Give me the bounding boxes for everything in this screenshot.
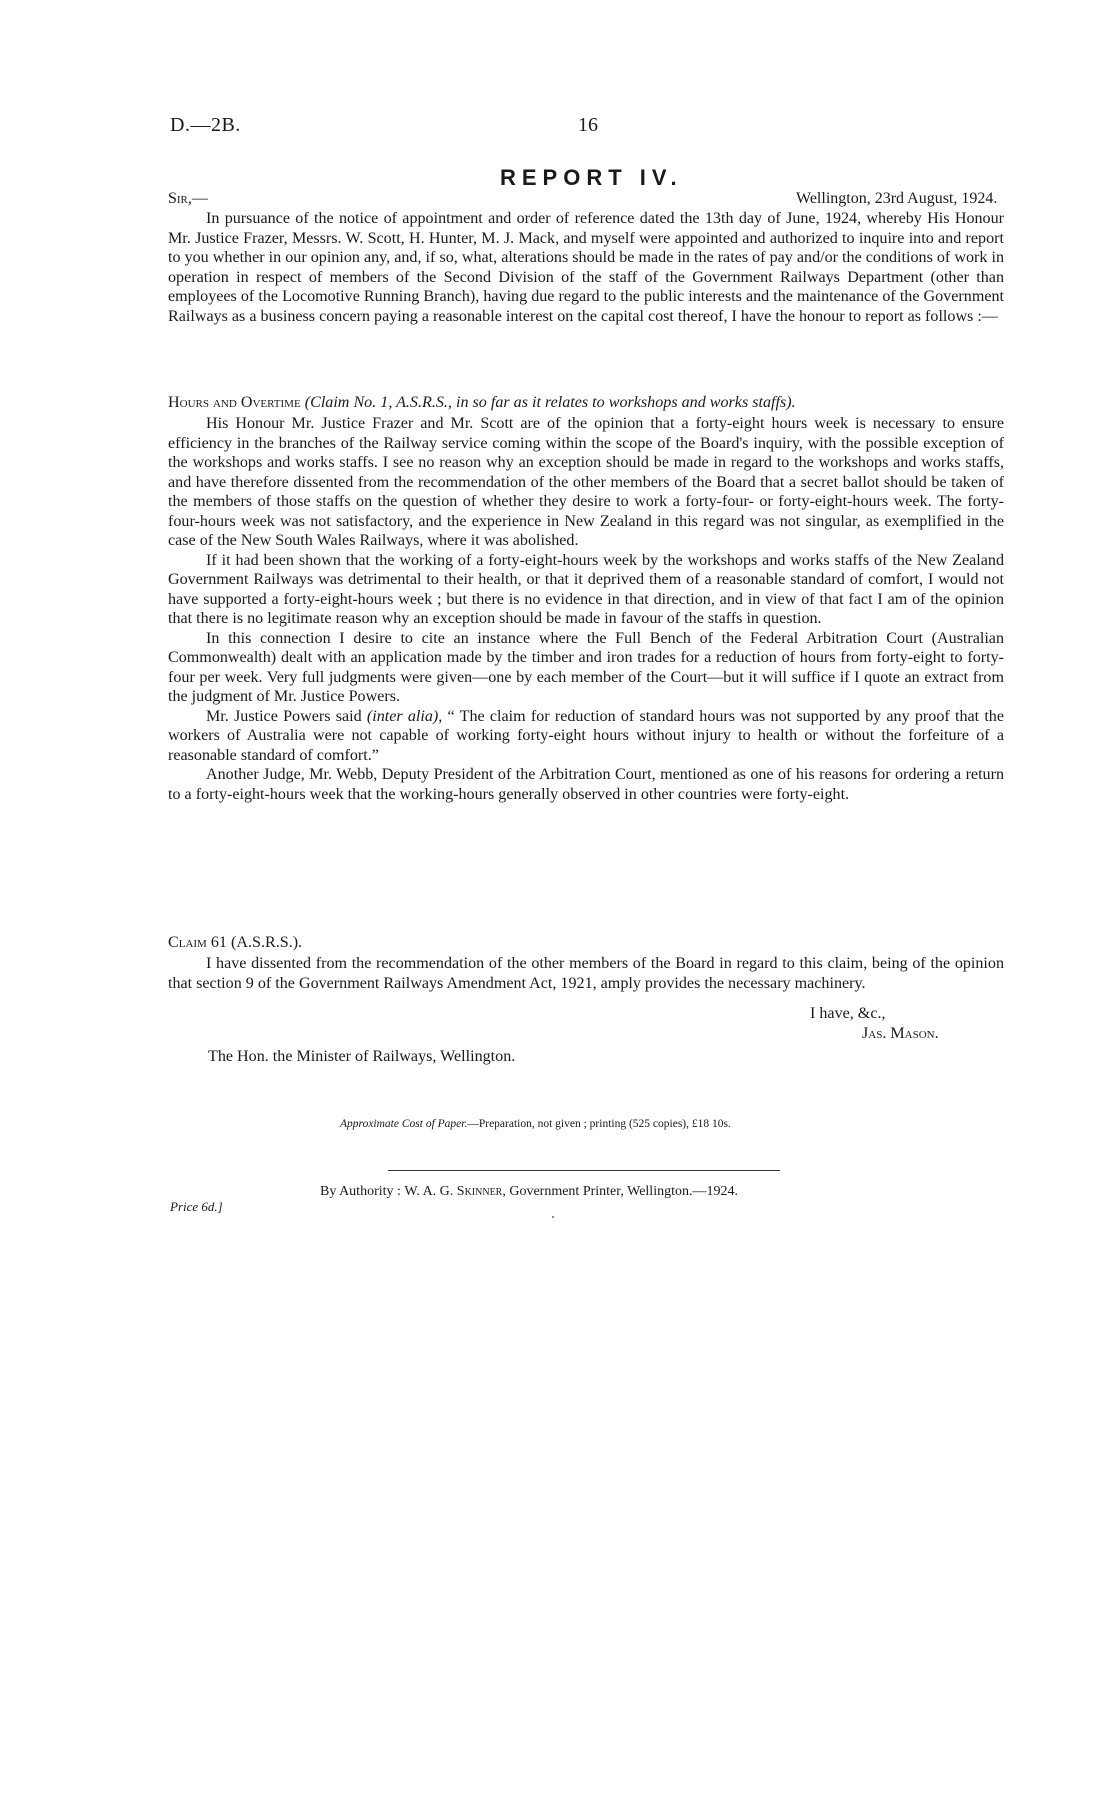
addressee: The Hon. the Minister of Railways, Wellington. xyxy=(208,1048,516,1065)
claim-section-heading xyxy=(168,934,1004,952)
signature-name: Jas. Mason. xyxy=(862,1025,939,1042)
printer-name: W. A. G. Skinner xyxy=(404,1184,503,1199)
webb-paragraph: Another Judge, Mr. Webb, Deputy President of the Arbitration Court, mentioned as one of his reasons for ordering a return to a forty-eight-hours week that the working-hours generally observed in other countries were forty-eight. xyxy=(168,766,1004,803)
printer-lead: By Authority : xyxy=(320,1184,405,1199)
place-date: Wellington, 23rd August, 1924. xyxy=(796,190,998,207)
report-title: REPORT IV. xyxy=(500,165,683,190)
signature-closing: I have, &c., xyxy=(810,1005,886,1022)
hours-paragraph: In this connection I desire to cite an instance where the Full Bench of the Federal Arbitration Court (Australian Commonwealth) dealt with an application made by the timber and iron trades for a reduction of hours from forty-eight to forty-four per week. Very full judgments were given—one by each member of the Court—but it will suffice if I quote an extract from the judgment of Mr. Justice Powers. xyxy=(168,629,1004,705)
powers-quote-lead: Mr. Justice Powers said xyxy=(206,707,367,725)
hours-heading-italic: (Claim No. 1, A.S.R.S., in so far as it relates to workshops and works staffs). xyxy=(304,394,796,411)
page-number: 16 xyxy=(578,114,598,136)
intro-paragraph: In pursuance of the notice of appointment and order of reference dated the 13th day of June, 1924, whereby His Honour Mr. Justice Frazer, Messrs. W. Scott, H. Hunter, M. J. Mack, and myself were appointed and authorized to inquire into and report to you whether in our opinion any, and, if so, what, alterations should be made in the rates of pay and/or the conditions of work in operation in respect of members of the Second Division of the staff of the Government Railways Department (other than employees of the Locomotive Running Branch), having due regard to the public interests and the maintenance of the Government Railways as a business concern paying a reasonable interest on the capital cost thereof, I have the honour to report as follows :— xyxy=(168,210,1004,325)
cost-label: Approximate Cost of Paper. xyxy=(340,1118,468,1130)
hours-section-body xyxy=(168,414,1004,804)
cost-details: —Preparation, not given ; printing (525 copies), £18 10s. xyxy=(467,1118,731,1130)
powers-quote-italic: (inter alia), xyxy=(366,707,443,725)
printer-imprint xyxy=(320,1184,738,1200)
intro-paragraph-block xyxy=(168,209,1004,326)
printer-rest: , Government Printer, Wellington.—1924. xyxy=(502,1184,738,1199)
powers-quote-paragraph xyxy=(168,707,1004,766)
salutation: Sir,— xyxy=(168,190,208,207)
hours-heading-caps: Hours and Overtime xyxy=(168,394,301,411)
footer-rule xyxy=(388,1170,780,1171)
powers-quote-text: “ The claim for reduction of standard hours was not supported by any proof that the workers of Australia were not capable of working forty-eight hours without injury to health or without the forfeiture of a reasonable standard of comfort.” xyxy=(168,707,1005,764)
document-code: D.—2B. xyxy=(170,114,241,136)
hours-paragraph: If it had been shown that the working of a forty-eight-hours week by the workshops and works staffs of the New Zealand Government Railways was detrimental to their health, or that it deprived them of a reasonable standard of comfort, I would not have supported a forty-eight-hours week ; but there is no evidence in that direction, and in view of that fact I am of the opinion that there is no legitimate reason why an exception should be made in favour of the staffs in question. xyxy=(168,551,1004,627)
claim-heading-caps: Claim xyxy=(168,934,207,951)
print-speck xyxy=(552,1216,554,1218)
cost-of-paper-line xyxy=(340,1118,731,1130)
claim-section-body xyxy=(168,954,1004,993)
hours-section-heading xyxy=(168,394,1004,412)
price-label: Price 6d.] xyxy=(170,1199,223,1214)
claim-heading-rest: 61 (A.S.R.S.). xyxy=(206,934,303,951)
hours-paragraph: His Honour Mr. Justice Frazer and Mr. Scott are of the opinion that a forty-eight hours week is necessary to ensure efficiency in the branches of the Railway service coming within the scope of the Board's inquiry, with the possible exception of the workshops and works staffs. I see no reason why an exception should be made in regard to the workshops and works staffs, and have therefore dissented from the recommendation of the other members of the Board that a secret ballot should be taken of the members of those staffs on the question of whether they desire to work a forty-four- or forty-eight-hours week. The forty-four-hours week was not satisfactory, and the experience in New Zealand in this regard was not singular, as exemplified in the case of the New South Wales Railways, where it was abolished. xyxy=(168,415,1004,549)
claim-paragraph: I have dissented from the recommendation of the other members of the Board in regard to this claim, being of the opinion that section 9 of the Government Railways Amendment Act, 1921, amply provides the necessary machinery. xyxy=(168,955,1004,992)
